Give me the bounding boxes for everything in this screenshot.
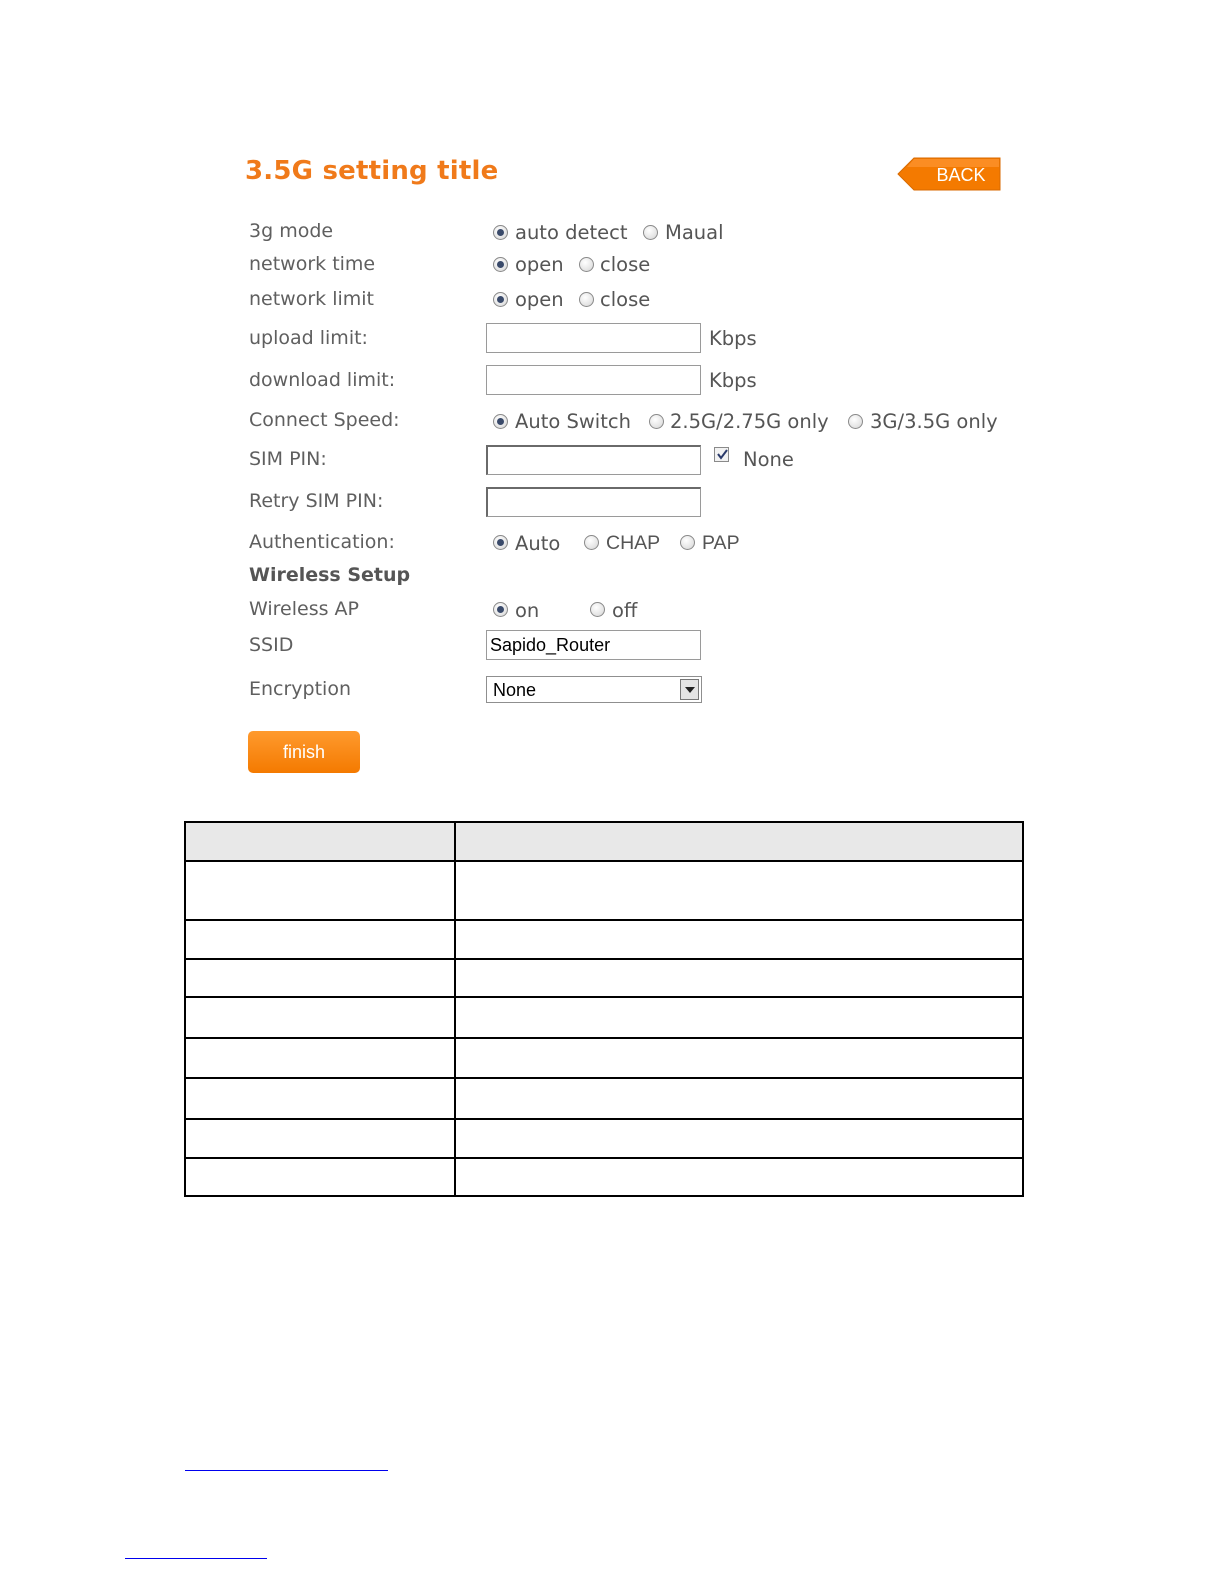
download-limit-unit: Kbps <box>709 369 757 392</box>
mode-auto-radio[interactable] <box>493 225 508 240</box>
download-limit-label: download limit: <box>249 369 396 391</box>
encryption-label: Encryption <box>249 678 352 700</box>
table-header-cell <box>185 822 455 861</box>
table-cell <box>455 997 1023 1038</box>
table-cell <box>185 959 455 997</box>
connect-speed-label: Connect Speed: <box>249 409 400 431</box>
network-limit-open-radio[interactable] <box>493 292 508 307</box>
table-cell <box>185 1038 455 1078</box>
auth-chap-radio[interactable] <box>584 535 599 550</box>
network-limit-close-label: close <box>600 288 651 311</box>
finish-button[interactable]: finish <box>248 731 360 773</box>
table-row <box>185 1078 1023 1119</box>
encryption-select[interactable] <box>486 676 702 703</box>
network-time-close-label: close <box>600 253 651 276</box>
table-cell <box>455 1158 1023 1196</box>
table-header-row <box>185 822 1023 861</box>
network-limit-close-radio[interactable] <box>579 292 594 307</box>
network-time-open-radio[interactable] <box>493 257 508 272</box>
mode-label: 3g mode <box>249 220 334 242</box>
table-cell <box>185 1078 455 1119</box>
table-cell <box>455 1119 1023 1158</box>
speed-3g-label: 3G/3.5G only <box>870 410 998 433</box>
wireless-ap-label: Wireless AP <box>249 598 359 620</box>
sim-pin-input[interactable] <box>486 445 701 475</box>
network-time-label: network time <box>249 253 376 275</box>
wireless-ap-on-label: on <box>515 599 540 622</box>
authentication-label: Authentication: <box>249 531 395 553</box>
table-cell <box>455 959 1023 997</box>
table-cell <box>185 1158 455 1196</box>
encryption-value: None <box>493 680 537 700</box>
auth-pap-label: PAP <box>702 532 740 554</box>
wireless-ap-on-radio[interactable] <box>493 602 508 617</box>
upload-limit-unit: Kbps <box>709 327 757 350</box>
speed-25g-label: 2.5G/2.75G only <box>670 410 829 433</box>
table-row <box>185 1158 1023 1196</box>
table-cell <box>455 1038 1023 1078</box>
network-time-open-label: open <box>515 253 564 276</box>
sim-pin-none-checkbox[interactable] <box>714 447 729 462</box>
table-header-cell <box>455 822 1023 861</box>
speed-auto-label: Auto Switch <box>515 410 631 433</box>
table-row <box>185 861 1023 920</box>
back-button-label: BACK <box>936 165 986 185</box>
sim-pin-none-label: None <box>743 448 794 471</box>
wireless-setup-heading: Wireless Setup <box>249 564 411 586</box>
table-cell <box>455 861 1023 920</box>
speed-3g-radio[interactable] <box>848 414 863 429</box>
auth-chap-label: CHAP <box>606 532 661 554</box>
upload-limit-label: upload limit: <box>249 327 368 349</box>
auth-pap-radio[interactable] <box>680 535 695 550</box>
download-limit-input[interactable] <box>486 365 701 395</box>
back-button[interactable] <box>896 157 1002 191</box>
table-cell <box>185 997 455 1038</box>
wireless-ap-off-radio[interactable] <box>590 602 605 617</box>
table-cell <box>455 1078 1023 1119</box>
speed-auto-radio[interactable] <box>493 414 508 429</box>
table-row <box>185 997 1023 1038</box>
footnote-link-line <box>125 1558 267 1559</box>
checkmark-icon <box>716 448 729 461</box>
sim-pin-label: SIM PIN: <box>249 448 327 470</box>
ssid-value: Sapido_Router <box>490 635 611 655</box>
table-cell <box>185 1119 455 1158</box>
table-row <box>185 1119 1023 1158</box>
mode-manual-label: Maual <box>665 221 724 244</box>
ssid-input[interactable] <box>486 630 701 660</box>
network-time-close-radio[interactable] <box>579 257 594 272</box>
speed-25g-radio[interactable] <box>649 414 664 429</box>
table-cell <box>185 861 455 920</box>
chevron-down-icon[interactable] <box>680 679 699 700</box>
ssid-label: SSID <box>249 634 294 656</box>
table-row <box>185 920 1023 959</box>
upload-limit-input[interactable] <box>486 323 701 353</box>
wireless-ap-off-label: off <box>612 599 638 622</box>
page-title: 3.5G setting title <box>245 156 499 186</box>
table-cell <box>185 920 455 959</box>
mode-manual-radio[interactable] <box>643 225 658 240</box>
auth-auto-radio[interactable] <box>493 535 508 550</box>
network-limit-label: network limit <box>249 288 374 310</box>
parameter-table <box>184 821 1024 1197</box>
table-cell <box>455 920 1023 959</box>
retry-sim-pin-input[interactable] <box>486 487 701 517</box>
retry-sim-pin-label: Retry SIM PIN: <box>249 490 384 512</box>
footnote-link-line <box>185 1470 388 1471</box>
mode-auto-label: auto detect <box>515 221 628 244</box>
auth-auto-label: Auto <box>515 532 561 555</box>
network-limit-open-label: open <box>515 288 564 311</box>
table-row <box>185 1038 1023 1078</box>
table-row <box>185 959 1023 997</box>
